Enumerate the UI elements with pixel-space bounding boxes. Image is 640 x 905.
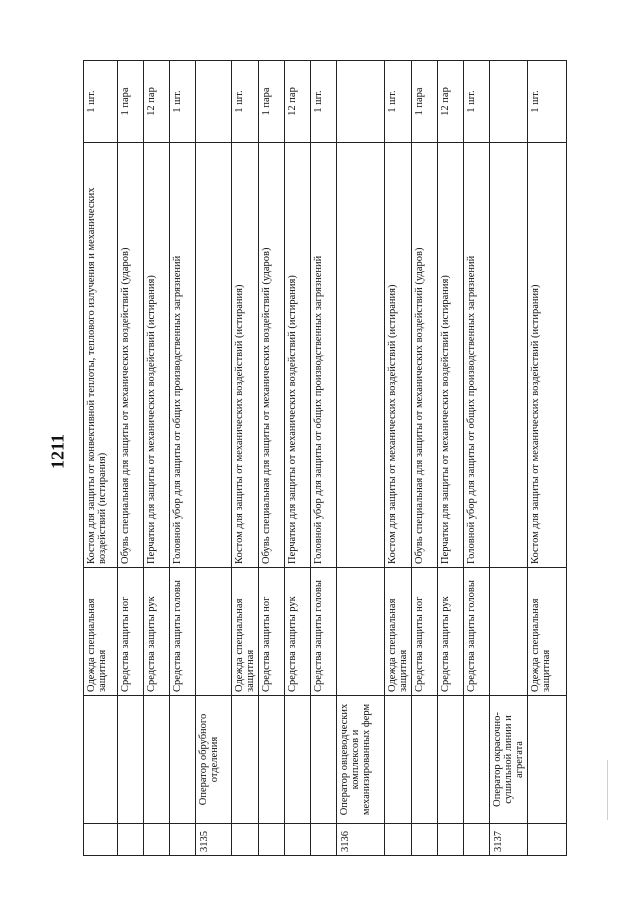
occupation-name: [285, 696, 311, 824]
issue-quantity: 1 шт.: [384, 61, 411, 143]
occupation-name: [170, 696, 196, 824]
ppe-category: [489, 568, 527, 696]
row-number: [384, 824, 411, 856]
row-number: [84, 824, 118, 856]
occupation-name: [311, 696, 337, 824]
ppe-norms-table-container: [83, 61, 567, 856]
issue-quantity: 1 шт.: [311, 61, 337, 143]
ppe-category: Средства защиты ног: [118, 568, 144, 696]
row-number: 3137: [489, 824, 527, 856]
ppe-category: Средства защиты головы: [463, 568, 489, 696]
ppe-category: [337, 568, 384, 696]
table-row: [232, 61, 259, 856]
row-number: [285, 824, 311, 856]
ppe-category: Средства защиты рук: [437, 568, 463, 696]
ppe-category: Одежда специальная защитная: [527, 568, 566, 696]
issue-quantity: 1 пара: [118, 61, 144, 143]
ppe-description: Перчатки для защиты от механических воздействий (истирания): [437, 143, 463, 568]
ppe-norms-table: [83, 60, 567, 856]
ppe-description: [337, 143, 384, 568]
table-row: [259, 61, 285, 856]
ppe-description: Костом для защиты от механических воздействий (истирания): [232, 143, 259, 568]
row-number: [144, 824, 170, 856]
ppe-category: Одежда специальная защитная: [384, 568, 411, 696]
issue-quantity: 1 шт.: [84, 61, 118, 143]
table-row: [118, 61, 144, 856]
table-row: [384, 61, 411, 856]
table-row: [144, 61, 170, 856]
issue-quantity: 1 шт.: [527, 61, 566, 143]
occupation-name: [232, 696, 259, 824]
ppe-description: Костом для защиты от конвективной теплоты, теплового излучения и механических воздействий (истирания): [84, 143, 118, 568]
issue-quantity: [337, 61, 384, 143]
ppe-category: Средства защиты рук: [144, 568, 170, 696]
occupation-name: [118, 696, 144, 824]
row-number: [527, 824, 566, 856]
row-number: [170, 824, 196, 856]
issue-quantity: [196, 61, 232, 143]
row-number: [411, 824, 437, 856]
row-number: 3136: [337, 824, 384, 856]
ppe-category: Одежда специальная защитная: [232, 568, 259, 696]
row-number: 3135: [196, 824, 232, 856]
occupation-name: [463, 696, 489, 824]
table-row: [311, 61, 337, 856]
ppe-description: Костом для защиты от механических воздействий (истирания): [384, 143, 411, 568]
issue-quantity: 1 шт.: [232, 61, 259, 143]
ppe-description: [196, 143, 232, 568]
row-number: [118, 824, 144, 856]
ppe-description: Костом для защиты от механических воздействий (истирания): [527, 143, 566, 568]
issue-quantity: 1 шт.: [463, 61, 489, 143]
ppe-category: Средства защиты головы: [311, 568, 337, 696]
ppe-description: Перчатки для защиты от механических воздействий (истирания): [285, 143, 311, 568]
occupation-name: [384, 696, 411, 824]
page-number: 1211: [47, 434, 68, 470]
table-row: [489, 61, 527, 856]
occupation-name: Оператор овцеводческих комплексов и механизированных ферм: [337, 696, 384, 824]
issue-quantity: 12 пар: [437, 61, 463, 143]
issue-quantity: 12 пар: [144, 61, 170, 143]
table-row: [527, 61, 566, 856]
table-row: [170, 61, 196, 856]
issue-quantity: 1 пара: [411, 61, 437, 143]
ppe-description: Обувь специальная для защиты от механических воздействий (ударов): [118, 143, 144, 568]
ppe-category: Средства защиты рук: [285, 568, 311, 696]
occupation-name: Оператор окрасочно-сушильной линии и агрегата: [489, 696, 527, 824]
ppe-description: Головной убор для защиты от общих производственных загрязнений: [170, 143, 196, 568]
row-number: [259, 824, 285, 856]
table-row: [285, 61, 311, 856]
ppe-category: Одежда специальная защитная: [84, 568, 118, 696]
ppe-description: Головной убор для защиты от общих производственных загрязнений: [463, 143, 489, 568]
occupation-name: [84, 696, 118, 824]
row-number: [311, 824, 337, 856]
ppe-description: [489, 143, 527, 568]
scan-edge-mark: [607, 760, 608, 820]
ppe-description: Обувь специальная для защиты от механических воздействий (ударов): [411, 143, 437, 568]
table-row: [437, 61, 463, 856]
occupation-name: [259, 696, 285, 824]
ppe-category: Средства защиты ног: [411, 568, 437, 696]
occupation-name: [411, 696, 437, 824]
table-row: [196, 61, 232, 856]
ppe-norms-table-rotated: [83, 61, 567, 856]
table-row: [463, 61, 489, 856]
ppe-category: Средства защиты ног: [259, 568, 285, 696]
row-number: [232, 824, 259, 856]
row-number: [437, 824, 463, 856]
table-row: [84, 61, 118, 856]
occupation-name: [144, 696, 170, 824]
ppe-category: [196, 568, 232, 696]
ppe-description: Обувь специальная для защиты от механических воздействий (ударов): [259, 143, 285, 568]
row-number: [463, 824, 489, 856]
issue-quantity: 1 шт.: [170, 61, 196, 143]
ppe-description: Перчатки для защиты от механических воздействий (истирания): [144, 143, 170, 568]
ppe-category: Средства защиты головы: [170, 568, 196, 696]
occupation-name: [527, 696, 566, 824]
table-row: [337, 61, 384, 856]
occupation-name: [437, 696, 463, 824]
occupation-name: Оператор обрубного отделения: [196, 696, 232, 824]
issue-quantity: 1 пара: [259, 61, 285, 143]
issue-quantity: 12 пар: [285, 61, 311, 143]
issue-quantity: [489, 61, 527, 143]
ppe-description: Головной убор для защиты от общих производственных загрязнений: [311, 143, 337, 568]
table-row: [411, 61, 437, 856]
